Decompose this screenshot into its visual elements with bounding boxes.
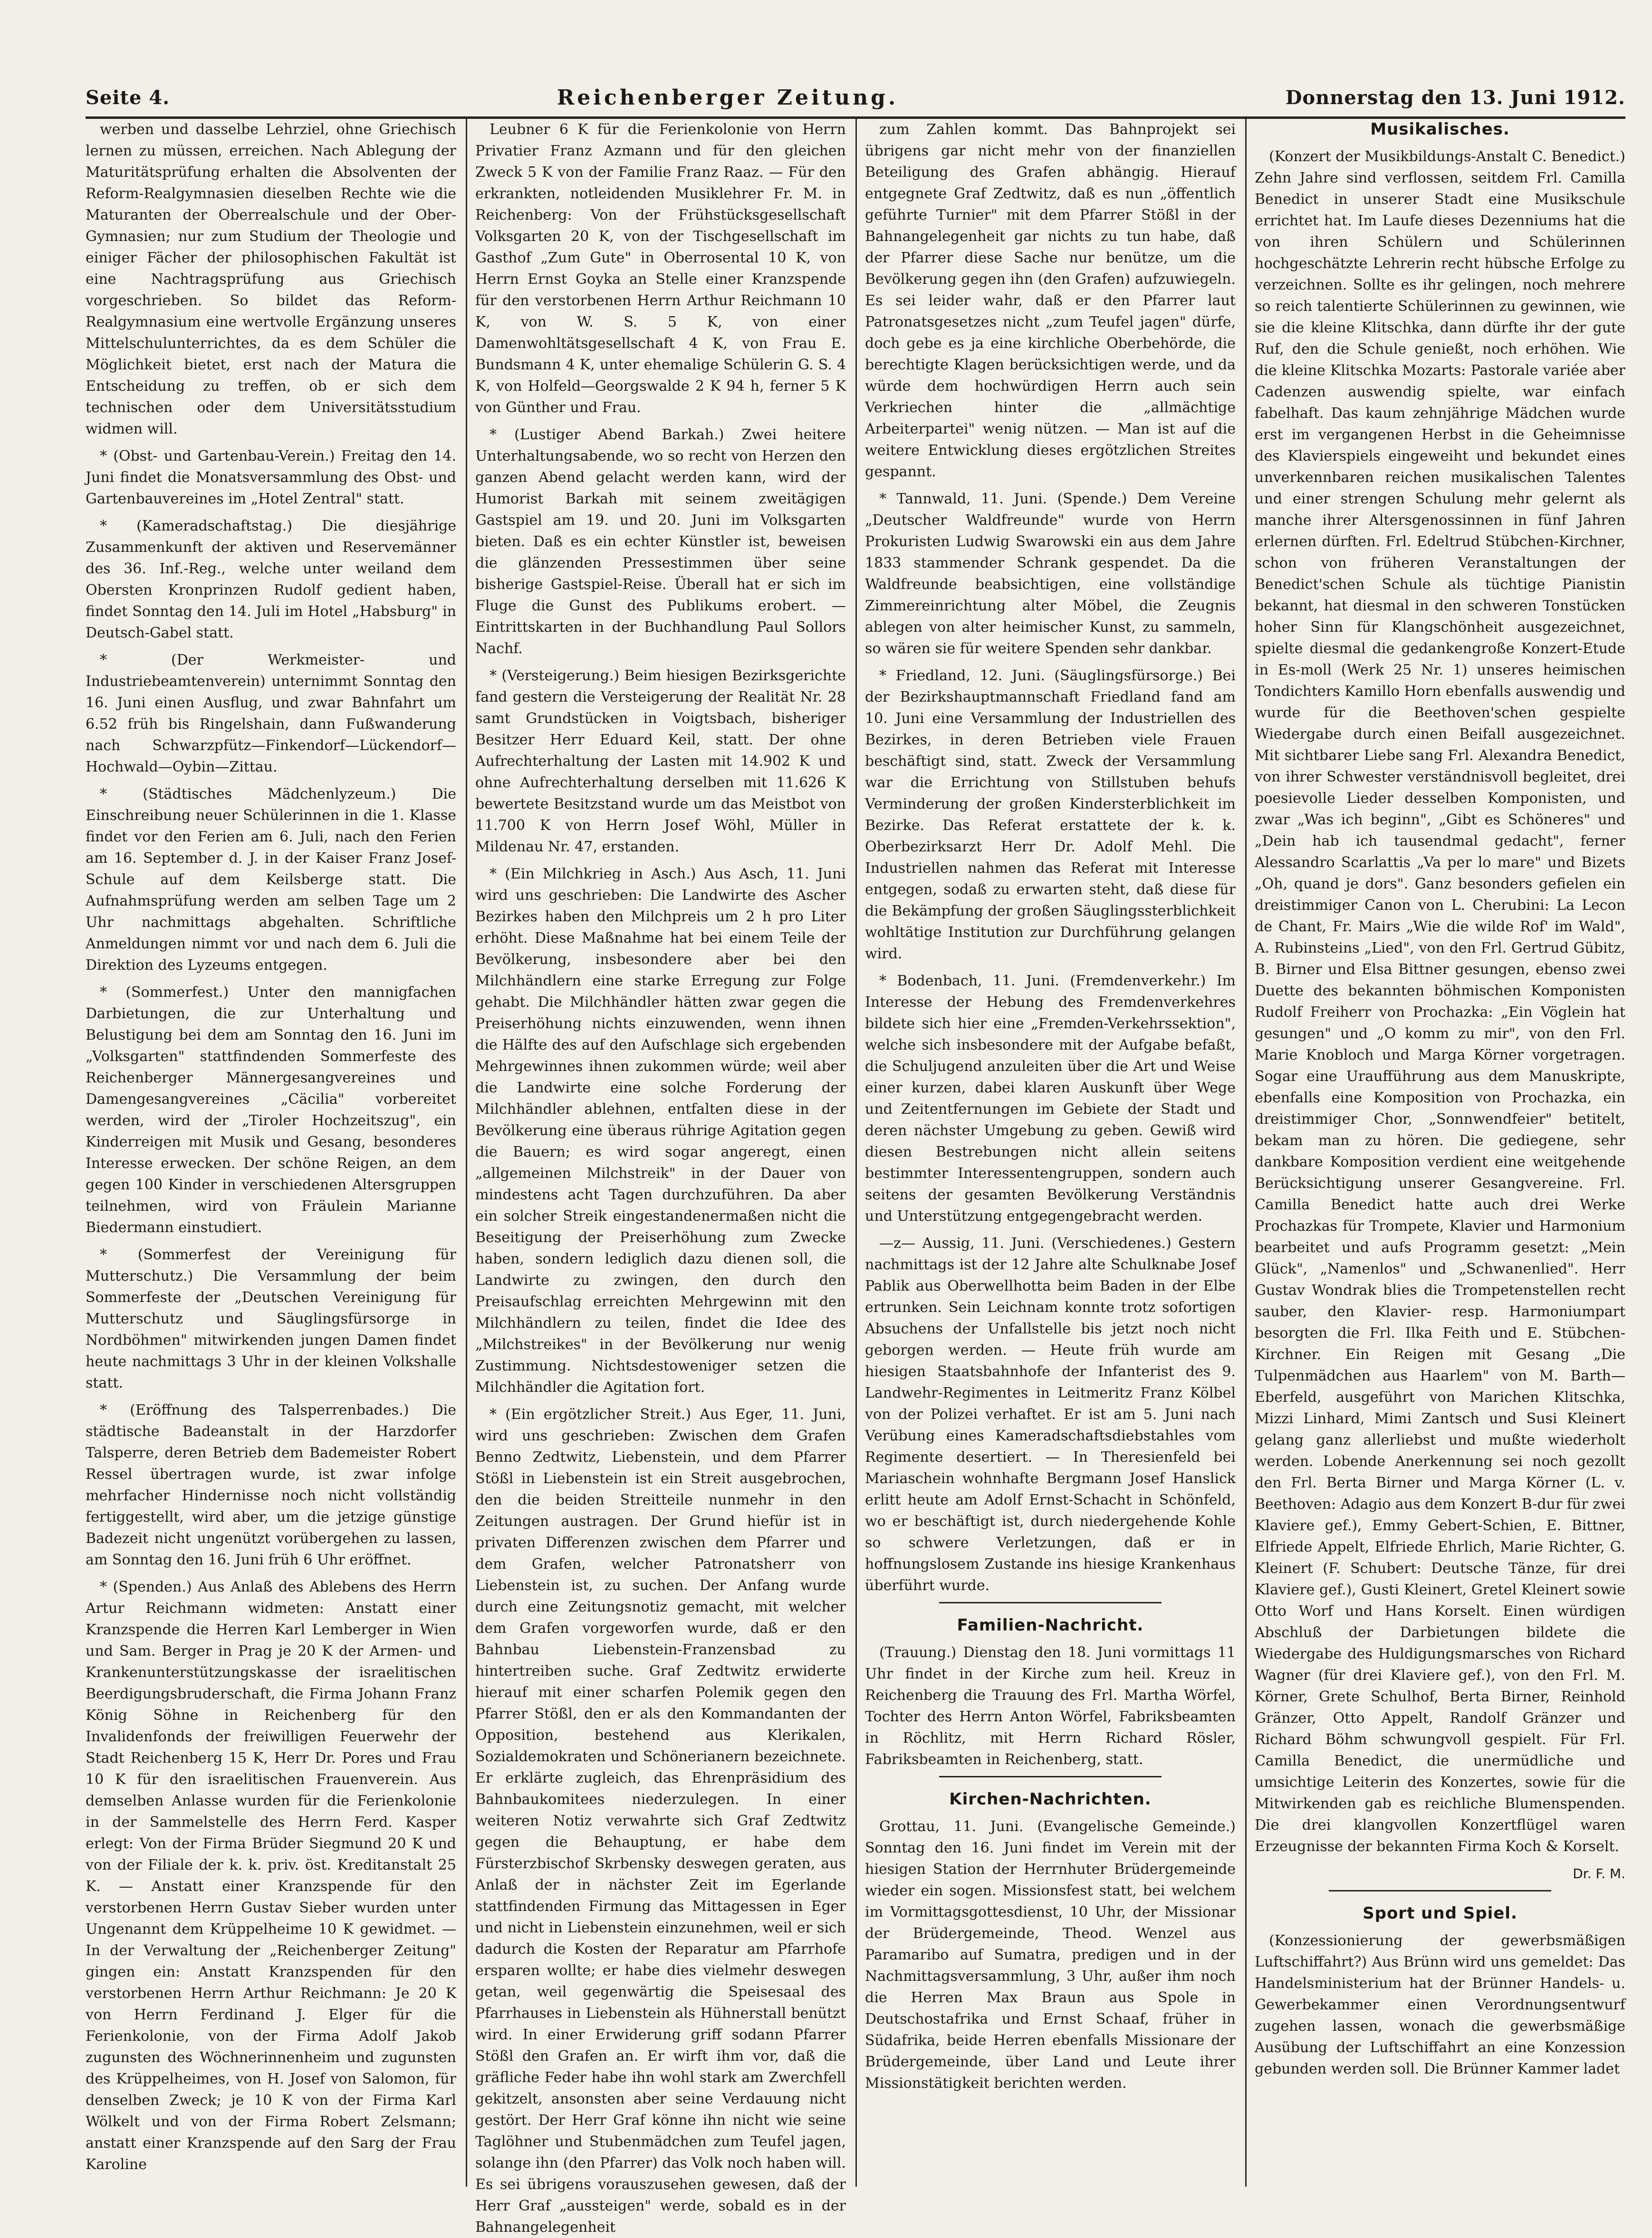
section-rule <box>1329 1890 1551 1891</box>
article: * (Sommerfest.) Unter den mannigfachen Darbietungen, die zur Unterhaltung und Belustigung bei dem am Sonntag den 16. Juni im „Volksgarten" stattfindenden Sommerfeste des Reichenberger Männergesangvereines und Damengesangvereines „Cäcilia" vorbereitet werden, wird der „Tiroler Hochzeitszug", ein Kinderreigen mit Musik und Gesang, besonderes Interesse erwecken. Der schöne Reigen, an dem gegen 100 Kinder in verschiedenen Altersgruppen teilnehmen, wird von Fräulein Marianne Biedermann einstudiert. <box>86 984 456 1236</box>
article: * (Ein Milchkrieg in Asch.) Aus Asch, 11. Juni wird uns geschrieben: Die Landwirte des Ascher Bezirkes haben den Milchpreis um 2 h pro Liter erhöht. Diese Maßnahme hat bei einem Teile der Bevölkerung, insbesondere aber bei den Milchhändlern eine starke Erregung zur Folge gehabt. Die Milchhändler hätten zwar gegen die Preiserhöhung nichts einzuwenden, wenn ihnen die Hälfte des auf den Aufschlage sich ergebenden Mehrgewinnes ihnen zukommen würde; weil aber die Landwirte eine solche Forderung der Milchhändler ablehnen, entfalten diese in der Bevölkerung eine überaus rührige Agitation gegen die Bauern; es wird sogar angeregt, einen „allgemeinen Milchstreik" in der Dauer von mindestens acht Tagen durchzuführen. Da aber ein solcher Streik eingestandenermaßen nicht die Beseitigung der Preiserhöhung zum Zwecke haben, sondern lediglich dazu dienen soll, die Landwirte zu zwingen, den durch den Preisaufschlag erreichten Mehrgewinn mit den Milchhändlern zu teilen, findet die Idee des „Milchstreikes" in der Bevölkerung nur wenig Zustimmung. Nichtsdestoweniger setzen die Milchhändler die Agitation fort. <box>475 866 846 1396</box>
column-2 <box>475 119 846 2236</box>
article: * Tannwald, 11. Juni. (Spende.) Dem Vereine „Deutscher Waldfreunde" wurde von Herrn Prokuristen Ludwig Swarowski ein aus dem Jahre 1833 stammender Schrank gespendet. Da die Waldfreunde beabsichtigen, eine vollständige Zimmereinrichtung alter Möbel, die Zeugnis ablegen von alter heimischer Kunst, zu sammeln, so wären sie für weitere Spenden sehr dankbar. <box>865 491 1236 657</box>
article: * (Lustiger Abend Barkah.) Zwei heitere Unterhaltungsabende, wo so recht von Herzen den ganzen Abend gelacht werden kann, wird der Humorist Barkah mit seinem zweitägigen Gastspiel am 19. und 20. Juni im Volksgarten bieten. Daß es ein echter Künstler ist, beweisen die glänzenden Pressestimmen über seine bisherige Gastspiel-Reise. Überall hat er sich im Fluge die Gunst des Publikums erobert. — Eintrittskarten in der Buchhandlung Paul Sollors Nachf. <box>475 426 846 657</box>
article: werben und dasselbe Lehrziel, ohne Griechisch lernen zu müssen, erreichen. Nach Ablegung der Maturitätsprüfung erhalten die Absolventen der Reform-Realgymnasien dieselben Rechte wie die Maturanten der Oberrealschule und der Ober-Gymnasien; nur zum Studium der Theologie und einiger Fächer der philosophischen Fakultät ist eine Nachtragsprüfung aus Griechisch vorgeschrieben. So bildet das Reform-Realgymnasium eine wertvolle Ergänzung unseres Mittelschulunterrichtes, da es dem Schüler die Möglichkeit bietet, erst nach der Matura die Entscheidung zu treffen, ob er sich dem technischen oder dem Universitätsstudium widmen will. <box>86 121 456 437</box>
article: Leubner 6 K für die Ferienkolonie von Herrn Privatier Franz Azmann und für den gleichen Zweck 5 K von der Familie Franz Raaz. — Für den erkrankten, notleidenden Musiklehrer Fr. M. in Reichenberg: Von der Frühstücksgesellschaft Volksgarten 20 K, von der Tischgesellschaft im Gasthof „Zum Gute" in Oberrosental 10 K, von Herrn Ernst Goyka an Stelle einer Kranzspende für den verstorbenen Herrn Arthur Reichmann 10 K, von W. S. 5 K, von einer Damenwohltätsgesellschaft 4 K, von Frau E. Bundsmann 4 K, unter ehemalige Schülerin G. S. 4 K, von Holfeld—Georgswalde 2 K 94 h, ferner 5 K von Günther und Frau. <box>475 121 846 416</box>
article: zum Zahlen kommt. Das Bahnprojekt sei übrigens gar nicht mehr von der finanziellen Beteiligung des Grafen abhängig. Hierauf entgegnete Graf Zedtwitz, daß es nun „öffentlich geführte Turnier" mit dem Pfarrer Stößl in der Bahnangelegenheit gar nichts zu tun habe, daß der Pfarrer diese Sache nur benütze, um die Bevölkerung gegen ihn (den Grafen) aufzuwiegeln. Es sei leider wahr, daß er den Pfarrer laut Patronatsgesetzes nicht „zum Teufel jagen" dürfe, doch gebe es ja eine kirchliche Oberbehörde, die berechtigte Klagen berücksichtigen werde, und da würde dem hochwürdigen Herrn auch sein Verkriechen hinter die „allmächtige Arbeiterpartei" wenig nützen. — Man ist auf die weitere Entwicklung dieses ergötzlichen Streites gespannt. <box>865 121 1236 480</box>
article: * Bodenbach, 11. Juni. (Fremdenverkehr.) Im Interesse der Hebung des Fremdenverkehres bildete sich hier eine „Fremden-Verkehrssektion", welche sich insbesondere mit der Aufgabe befaßt, die Schuljugend anzuleiten über die Art und Weise einer kurzen, dabei klaren Auskunft über Wege und Zeitentfernungen im Gebiete der Stadt und deren nächster Umgebung zu geben. Gewiß wird diesen Bestrebungen nicht allein seitens bestimmter Interessentengruppen, sondern auch seitens der gesamten Bevölkerung Verständnis und Unterstützung entgegengebracht werden. <box>865 973 1236 1225</box>
issue-date: Donnerstag den 13. Juni 1912. <box>1285 86 1625 109</box>
article: (Trauung.) Dienstag den 18. Juni vormittags 11 Uhr findet in der Kirche zum heil. Kreuz in Reichenberg die Trauung des Frl. Martha Wörfel, Tochter des Herrn Anton Wörfel, Fabriksbeamten in Röchlitz, mit Herrn Richard Rösler, Fabriksbeamten in Reichenberg, statt. <box>865 1644 1236 1768</box>
article: * (Versteigerung.) Beim hiesigen Bezirksgerichte fand gestern die Versteigerung der Realität Nr. 28 samt Grundstücken in Voigtsbach, bisheriger Besitzer Herr Eduard Keil, statt. Der ohne Aufrechterhaltung der Lasten mit 14.902 K und ohne Aufrechterhaltung derselben mit 11.626 K bewertete Besitzstand wurde um das Meistbot von 11.700 K von Herrn Josef Wöhl, Müller in Mildenau Nr. 47, erstanden. <box>475 667 846 855</box>
column-4 <box>1255 119 1625 2187</box>
article: * (Ein ergötzlicher Streit.) Aus Eger, 11. Juni, wird uns geschrieben: Zwischen dem Grafen Benno Zedtwitz, Liebenstein, und dem Pfarrer Stößl in Liebenstein ist ein Streit ausgebrochen, den die beiden Streitteile nunmehr in den Zeitungen austragen. Der Grund hiefür ist in privaten Differenzen zwischen dem Pfarrer und dem Grafen, welcher Patronatsherr von Liebenstein ist, zu suchen. Der Anfang wurde durch eine Zeitungsnotiz gemacht, mit welcher dem Grafen vorgeworfen wurde, daß er den Bahnbau Liebenstein-Franzensbad zu hintertreiben suche. Graf Zedtwitz erwiderte hierauf mit einer scharfen Polemik gegen den Pfarrer Stößl, den er als den Kommandanten der Opposition, bestehend aus Klerikalen, Sozialdemokraten und Schönerianern bezeichnete. Er erklärte zugleich, das Ehrenpräsidium des Bahnbaukomitees niederzulegen. In einer weiteren Notiz verwahrte sich Graf Zedtwitz gegen die Behauptung, er habe dem Fürsterzbischof Skrbensky deswegen geraten, aus Anlaß der in nächster Zeit im Egerlande stattfindenden Firmung das Mittagessen in Eger und nicht in Liebenstein einzunehmen, weil er sich dadurch die Kosten der Reparatur am Pfarrhofe ersparen wollte; er habe dies vielmehr deswegen getan, weil gegenwärtig die Speisesaal des Pfarrhauses in Liebenstein als Hühnerstall benützt wird. In einer Erwiderung griff sodann Pfarrer Stößl den Grafen an. Er wirft ihm vor, daß die gräfliche Feder habe ihn wohl stark am Zwerchfell gekitzelt, ansonsten aber seine Verdauung nicht gestört. Der Herr Graf könne ihn nicht wie seine Taglöhner und Stubenmädchen zum Teufel jagen, solange ihn (den Pfarrer) das Volk noch haben will. Es sei übrigens vorauszusehen gewesen, daß der Herr Graf „aussteigen" werde, sobald es in der Bahnangelegenheit <box>475 1406 846 2236</box>
column-divider <box>466 119 467 2187</box>
article: * (Eröffnung des Talsperrenbades.) Die städtische Badeanstalt in der Harzdorfer Talsperre, deren Betrieb dem Bademeister Robert Ressel übertragen wurde, ist zwar infolge mehrfacher Hindernisse noch nicht vollständig fertiggestellt, wird aber, um die jetzige günstige Badezeit nicht ungenützt vorübergehen zu lassen, am Sonntag den 16. Juni früh 6 Uhr eröffnet. <box>86 1402 456 1568</box>
section-heading-church: Kirchen-Nachrichten. <box>949 1790 1152 1809</box>
column-divider <box>1245 119 1247 2187</box>
column-3 <box>865 119 1236 2187</box>
section-heading-family: Familien-Nachricht. <box>957 1616 1144 1635</box>
article: (Konzessionierung der gewerbsmäßigen Luftschiffahrt?) Aus Brünn wird uns gemeldet: Das Handelsministerium hat der Brünner Handels- u. Gewerbekammer einen Verordnungsentwurf zugehen lassen, wonach die gewerbsmäßige Ausübung der Luftschiffahrt an eine Konzession gebunden werden soll. Die Brünner Kammer ladet <box>1255 1932 1625 2077</box>
article: * (Der Werkmeister- und Industriebeamtenverein) unternimmt Sonntag den 16. Juni einen Ausflug, und zwar Bahnfahrt um 6.52 früh bis Ringelshain, dann Fußwanderung nach Schwarzpfütz—Finkendorf—Lückendorf—Hochwald—Oybin—Zittau. <box>86 652 456 775</box>
page-label: Seite 4. <box>86 86 170 109</box>
signature: Dr. F. M. <box>1573 1866 1625 1881</box>
section-rule <box>939 1602 1162 1603</box>
article: * (Spenden.) Aus Anlaß des Ablebens des Herrn Artur Reichmann widmeten: Anstatt einer Kranzspende die Herren Karl Lemberger in Wien und Sam. Berger in Prag je 20 K der Armen- und Krankenunterstützungskasse der israelitischen Beerdigungsbruderschaft, die Firma Johann Franz König Söhne in Reichenberg für den Invalidenfonds der freiwilligen Feuerwehr der Stadt Reichenberg 15 K, Herr Dr. Pores und Frau 10 K für den israelitischen Frauenverein. Aus demselben Anlasse wurden für die Ferienkolonie in der Sammelstelle des Herrn Ferd. Kasper erlegt: Von der Firma Brüder Siegmund 20 K und von der Filiale der k. k. priv. öst. Kreditanstalt 25 K. — Anstatt einer Kranzspende für den verstorbenen Herrn Gustav Sieber wurden unter Ungenannt dem Krüppelheime 10 K gewidmet. — In der Verwaltung der „Reichenberger Zeitung" gingen ein: Anstatt Kranzspenden für den verstorbenen Herrn Arthur Reichmann: Je 20 K von Herrn Ferdinand J. Elger für die Ferienkolonie, von der Firma Adolf Jakob zugunsten des Wöchnerinnenheim und zugunsten des Krüppelheimes, von H. Josef von Salomon, für denselben Zweck; je 10 K von der Firma Karl Wölkelt und von der Firma Robert Zelsmann; anstatt einer Kranzspende auf den Sarg der Frau Karoline <box>86 1579 456 2173</box>
section-rule <box>939 1776 1162 1777</box>
article: * (Kameradschaftstag.) Die diesjährige Zusammenkunft der aktiven und Reservemänner des 36. Inf.-Reg., welche unter weiland dem Obersten Kronprinzen Rudolf gedient haben, findet Sonntag den 14. Juli im Hotel „Habsburg" in Deutsch-Gabel statt. <box>86 518 456 641</box>
section-heading-sport: Sport und Spiel. <box>1363 1904 1518 1923</box>
section-heading-music: Musikalisches. <box>1370 120 1510 139</box>
article: * (Städtisches Mädchenlyzeum.) Die Einschreibung neuer Schülerinnen in die 1. Klasse findet vor den Ferien am 6. Juli, nach den Ferien am 16. September d. J. in der Kaiser Franz Josef-Schule auf dem Keilsberge statt. Die Aufnahmsprüfung werden am selben Tage um 2 Uhr nachmittags abgehalten. Schriftliche Anmeldungen nimmt vor und nach dem 6. Juli die Direktion des Lyzeums entgegen. <box>86 786 456 974</box>
column-1 <box>86 119 456 2187</box>
article: * (Sommerfest der Vereinigung für Mutterschutz.) Die Versammlung der beim Sommerfeste der „Deutschen Vereinigung für Mutterschutz und Säuglingsfürsorge in Nordböhmen" mitwirkenden jungen Damen findet heute nachmittags 3 Uhr in der kleinen Volkshalle statt. <box>86 1246 456 1391</box>
article: (Konzert der Musikbildungs-Anstalt C. Benedict.) Zehn Jahre sind verflossen, seitdem Frl. Camilla Benedict in unserer Stadt eine Musikschule errichtet hat. Im Laufe dieses Dezenniums hat die von ihren Schülern und Schülerinnen hochgeschätzte Lehrerin recht hübsche Erfolge zu verzeichnen. Sollte es ihr gelingen, noch mehrere so reich talentierte Schülerinnen zu gewinnen, wie sie die kleine Klitschka, dann dürfte ihr der gute Ruf, den die Schule genießt, noch erhöhen. Wie die kleine Klitschka Mozarts: Pastorale variée aber Cadenzen auswendig spielte, war einfach fabelhaft. Das kaum zehnjährige Mädchen wurde erst im vergangenen Herbst in die Geheimnisse des Klavierspiels eingeweiht und bekundet eines unverkennbaren reichen musikalischen Talentes und einer strengen Schulung mehr gelernt als manche ihrer Altersgenossinnen in fünf Jahren erlernen dürften. Frl. Edeltrud Stübchen-Kirchner, schon von früheren Veranstaltungen der Benedict'schen Schule als tüchtige Pianistin bekannt, hat diesmal in den schweren Tonstücken hoher Sinn für Klangschönheit ausgezeichnet, spielte diesmal die gedankengroße Konzert-Etude in Es-moll (Werk 25 Nr. 1) unseres heimischen Tondichters Kamillo Horn ebenfalls auswendig und wurde für die Beethoven'schen gespielte Wiedergabe durch einen Beifall ausgezeichnet. Mit sichtbarer Liebe sang Frl. Alexandra Benedict, von ihrer Schwester verständnisvoll begleitet, drei poesievolle Lieder desselben Komponisten, und zwar „Was ich beginn", „Gibt es Schöneres" und „Dein hab ich tausendmal gedacht", ferner Alessandro Scarlattis „Va per lo mare" und Bizets „Oh, quand je dors". Ganz besonders gefielen ein dreistimmiger Canon von L. Cherubini: La Lecon de Chant, Fr. Mairs „Wie die wilde Rof' im Wald", A. Rubinsteins „Lied", von den Frl. Gertrud Gübitz, B. Birner und Elsa Bittner gesungen, ebenso zwei Duette des bekannten böhmischen Komponisten Rudolf Freiherr von Prochazka: „Ein Vöglein hat gesungen" und „O komm zu mir", von den Frl. Marie Knobloch und Marga Körner vorgetragen. Sogar eine Uraufführung aus dem Manuskripte, ebenfalls eine Komposition von Prochazka, ein dreistimmiger Chor, „Sonnwendfeier" betitelt, bekam man zu hören. Die gediegene, sehr dankbare Komposition verdient eine weitgehende Berücksichtigung unserer Gesangvereine. Frl. Camilla Benedict hatte auch drei Werke Prochazkas für Trompete, Klavier und Harmonium bearbeitet und aufs Programm gesetzt: „Mein Glück", „Namenlos" und „Schwanenlied". Herr Gustav Wondrak blies die Trompetenstellen recht sauber, den Klavier- resp. Harmoniumpart besorgten die Frl. Ilka Feith und E. Stübchen-Kirchner. Ein Reigen mit Gesang „Die Tulpenmädchen aus Haarlem" von M. Barth—Eberfeld, ausgeführt von Marichen Klitschka, Mizzi Linhard, Mimi Zantsch und Susi Kleinert gelang ganz allerliebst und mußte wiederholt werden. Lobende Anerkennung sei noch gezollt den Frl. Berta Birner und Marga Körner (L. v. Beethoven: Adagio aus dem Konzert B-dur für zwei Klaviere gef.), Emmy Gebert-Schien, E. Bittner, Elfriede Appelt, Elfriede Ehrlich, Marie Richter, G. Kleinert (F. Schubert: Deutsche Tänze, für drei Klaviere gef.), Gusti Kleinert, Gretel Kleinert sowie Otto Worf und Hans Korselt. Einen würdigen Abschluß der Darbietungen bildete die Wiedergabe des Huldigungsmarsches von Richard Wagner (für drei Klaviere gef.), von den Frl. M. Körner, Grete Schulhof, Berta Birner, Reinhold Gränzer, Otto Appelt, Randolf Gränzer und Richard Böhm schwungvoll gespielt. Für Frl. Camilla Benedict, die unermüdliche und umsichtige Leiterin des Konzertes, sowie für die Mitwirkenden gab es reichliche Blumenspenden. Die drei klangvollen Konzertflügel waren Erzeugnisse der bekannten Firma Koch & Korselt. <box>1255 148 1625 1855</box>
article: Grottau, 11. Juni. (Evangelische Gemeinde.) Sonntag den 16. Juni findet im Verein mit der hiesigen Station der Herrnhuter Brüdergemeinde wieder ein sogen. Missionsfest statt, bei welchem im Vormittagsgottesdienst, 10 Uhr, der Missionar der Brüdergemeinde, Theod. Wenzel aus Paramaribo auf Sumatra, predigen und in der Nachmittagsversammlung, 3 Uhr, außer ihm noch die Herren Max Braun aus Spole in Deutschostafrika und Ernst Schaaf, früher in Südafrika, beide Herren ebenfalls Missionare der Brüdergemeinde, über Land und Leute ihrer Missionstätigkeit berichten werden. <box>865 1818 1236 2092</box>
article: * Friedland, 12. Juni. (Säuglingsfürsorge.) Bei der Bezirkshauptmannschaft Friedland fand am 10. Juni eine Versammlung der Industriellen des Bezirkes, in deren Betrieben viele Frauen beschäftigt sind, statt. Zweck der Versammlung war die Errichtung von Stillstuben behufs Verminderung der großen Kindersterblichkeit im Bezirke. Das Referat erstattete der k. k. Oberbezirksarzt Herr Dr. Adolf Mehl. Die Industriellen nahmen das Referat mit Interesse entgegen, sodaß zu erwarten steht, daß diese für die Bekämpfung der großen Säuglingssterblichkeit wohltätige Institution zur Durchführung gelangen wird. <box>865 667 1236 962</box>
running-head <box>86 76 1625 119</box>
paper-title: Reichenberger Zeitung. <box>557 85 899 110</box>
article: —z— Aussig, 11. Juni. (Verschiedenes.) Gestern nachmittags ist der 12 Jahre alte Schulknabe Josef Pablik aus Oberwellhotta beim Baden in der Elbe ertrunken. Sein Leichnam konnte trotz sofortigen Absuchens der Unfallstelle bis jetzt noch nicht geborgen werden. — Heute früh wurde am hiesigen Staatsbahnhofe der Infanterist des 9. Landwehr-Regimentes in Leitmeritz Franz Kölbel von der Polizei verhaftet. Er ist am 5. Juni nach Verübung eines Kameradschaftsdiebstahles vom Regimente desertiert. — In Theresienfeld bei Mariaschein wohnhafte Bergmann Josef Hanslick erlitt heute am Adolf Ernst-Schacht in Schönfeld, wo er beschäftigt ist, durch niedergehende Kohle so schwere Verletzungen, daß er in hoffnungslosem Zustande ins hiesige Krankenhaus überführt wurde. <box>865 1235 1236 1594</box>
column-divider <box>855 119 857 2187</box>
article: * (Obst- und Gartenbau-Verein.) Freitag den 14. Juni findet die Monatsversammlung des Obst- und Gartenbauvereines im „Hotel Zentral" statt. <box>86 448 456 507</box>
